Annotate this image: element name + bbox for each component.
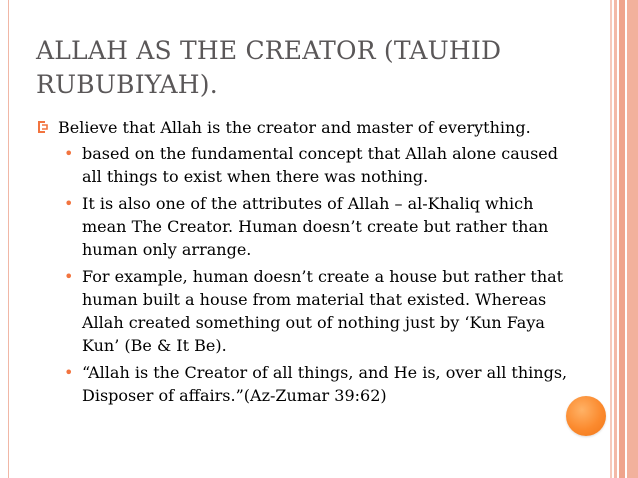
bullet-item-level1 [36, 116, 576, 139]
sub-bullet-item [36, 361, 576, 407]
sub-bullet-text: based on the fundamental concept that Allah alone caused all things to exist when there was nothing. [82, 144, 558, 186]
orange-circle-icon [566, 396, 606, 436]
orange-dot-bullet-icon: • [64, 267, 74, 286]
sub-bullet-item [36, 142, 576, 188]
sub-bullet-item [36, 265, 576, 357]
slide-content [36, 116, 576, 411]
right-stripe-3 [619, 0, 625, 478]
sub-bullet-item [36, 192, 576, 261]
right-stripe-2 [614, 0, 617, 478]
orange-dot-bullet-icon: • [64, 194, 74, 213]
right-stripe-1 [610, 0, 612, 478]
sub-bullet-text: It is also one of the attributes of Allah – al-Khaliq which mean The Creator. Human doesn’t create but rather than human only arrange. [82, 194, 549, 259]
hollow-bracket-bullet-icon [36, 120, 50, 134]
left-border-line [8, 0, 9, 478]
orange-dot-bullet-icon: • [64, 363, 74, 382]
bullet-text: Believe that Allah is the creator and master of everything. [58, 118, 531, 137]
sub-bullet-text: For example, human doesn’t create a house but rather that human built a house from material that existed. Whereas Allah created something out of nothing just by ‘Kun Faya Kun’ (Be & It Be). [82, 267, 564, 355]
orange-dot-bullet-icon: • [64, 144, 74, 163]
slide-title: ALLAH AS THE CREATOR (TAUHID RUBUBIYAH). [36, 36, 502, 99]
right-stripe-4 [627, 0, 638, 478]
sub-bullet-text: “Allah is the Creator of all things, and He is, over all things, Disposer of affairs.”(Az-Zumar 39:62) [82, 363, 568, 405]
